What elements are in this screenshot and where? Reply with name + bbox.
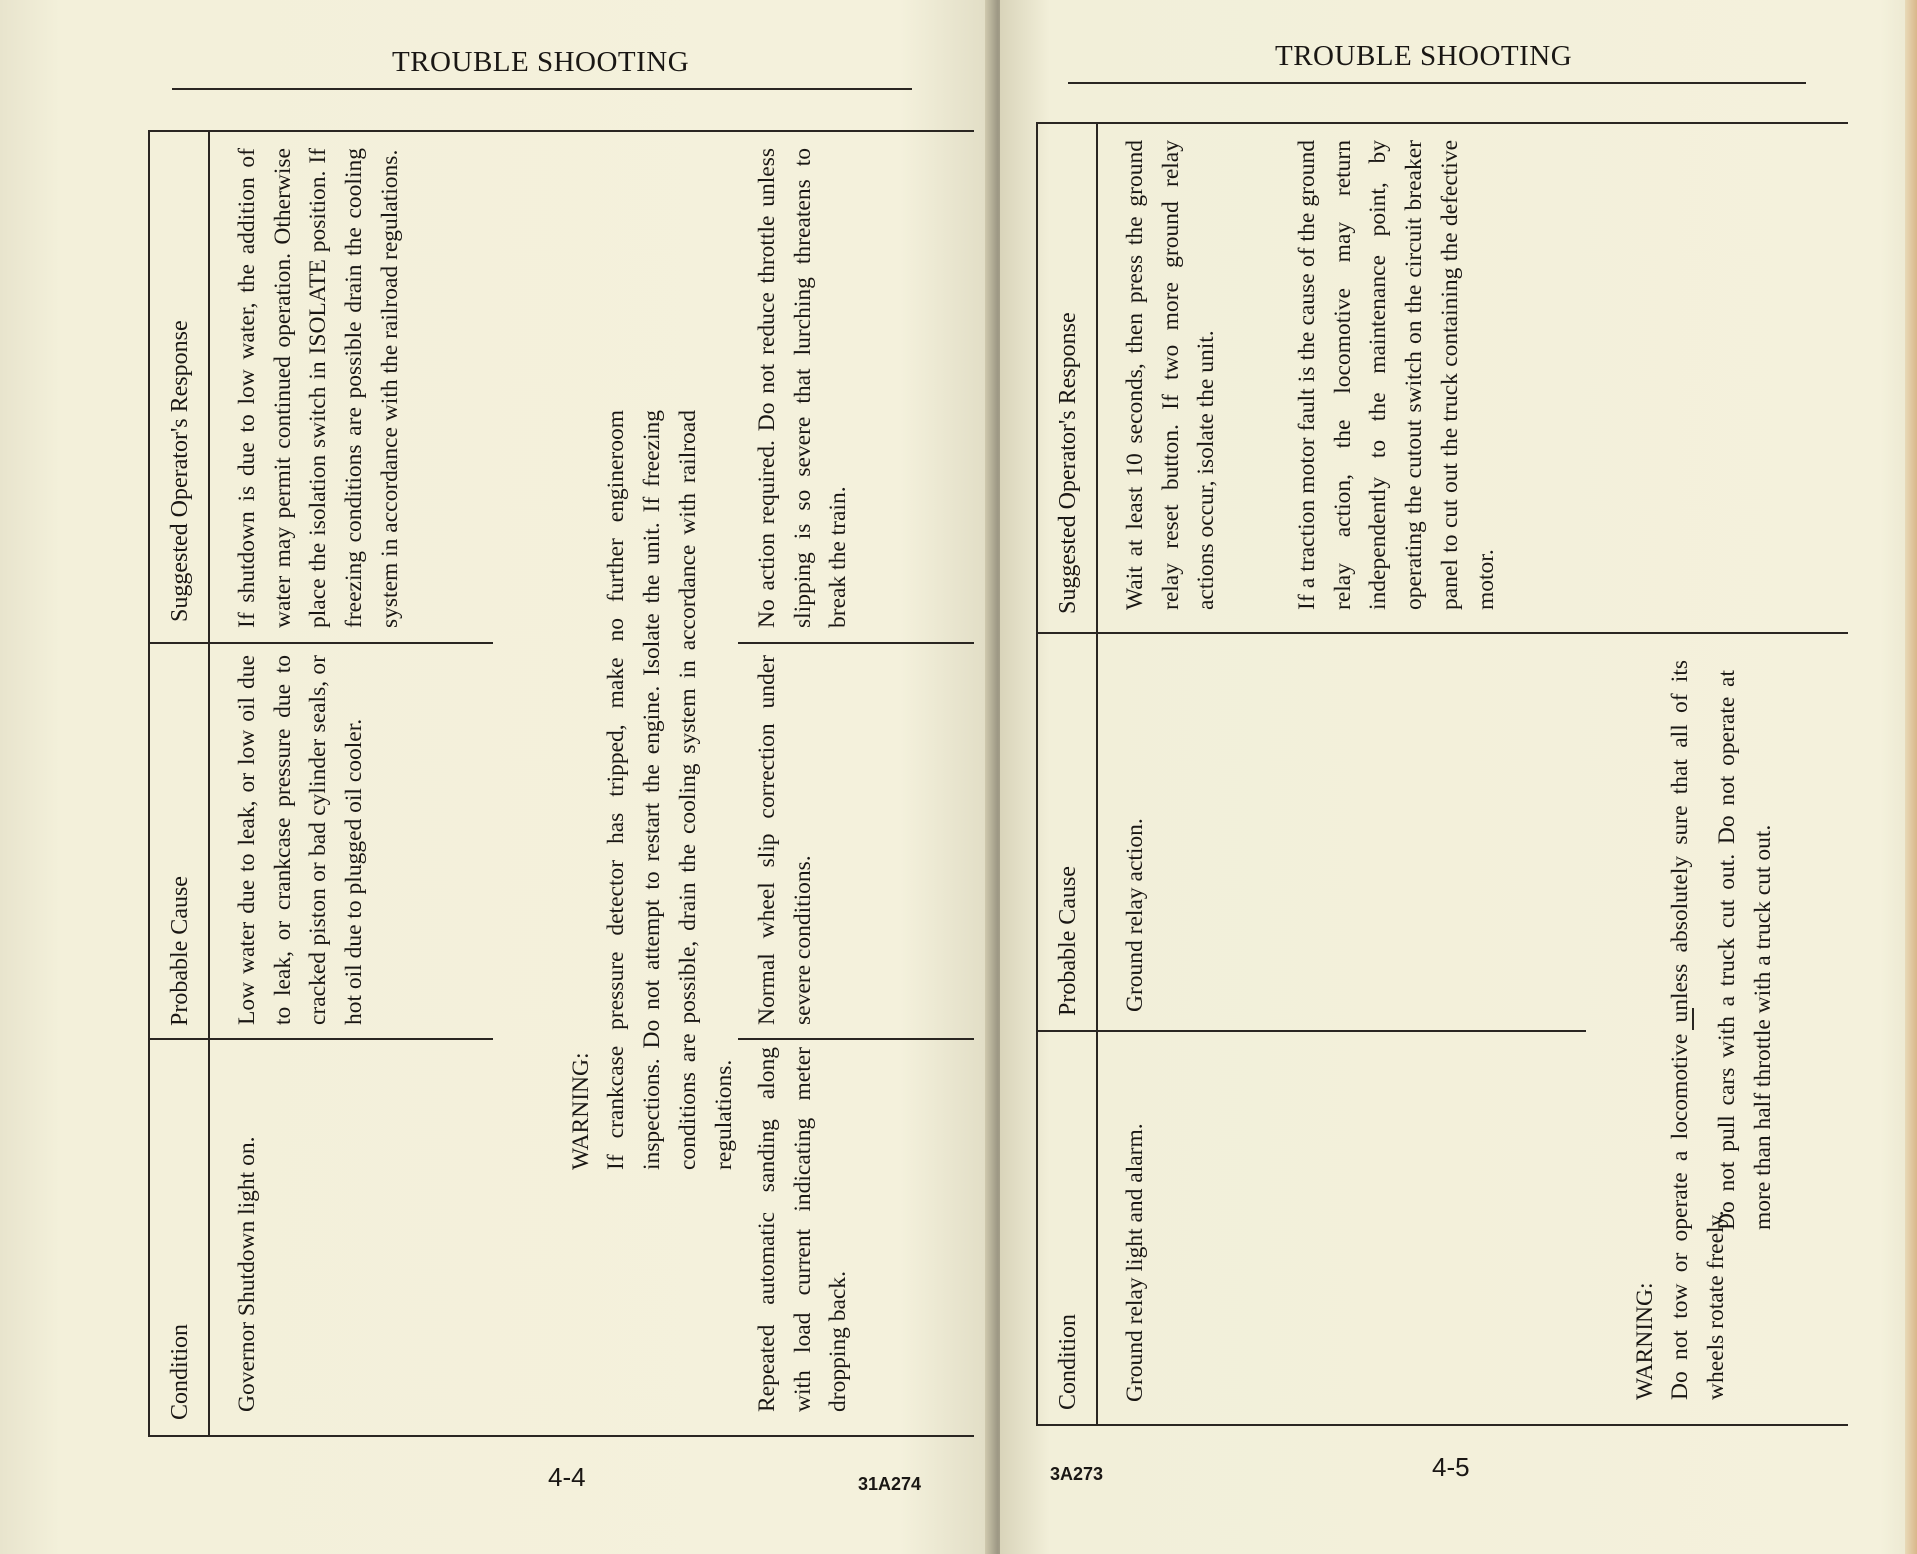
row1-condition: Ground relay light and alarm. <box>1122 1123 1148 1402</box>
column-line-1 <box>148 1038 493 1040</box>
warning-label: WARNING: <box>1631 1282 1658 1400</box>
table-left-line <box>1036 122 1038 1426</box>
page-header: TROUBLE SHOOTING <box>392 46 690 78</box>
warning-text-1: Do not tow or operate a locomotive unless absolutely sure that all of its wheels rotate freely. <box>1667 660 1730 1400</box>
warning-block <box>528 410 742 1170</box>
page-header: TROUBLE SHOOTING <box>1275 40 1573 72</box>
page-edge <box>1905 0 1917 1554</box>
table-left-line <box>148 130 150 1436</box>
table-top-line <box>148 130 974 132</box>
row1-cause: Low water due to leak, or low oil due to leak, or crankcase pressure due to cracked piston or bad cylinder seals, or hot oil due to plugged oil cooler. <box>234 655 368 1025</box>
page-number: 4-5 <box>1432 1452 1470 1482</box>
column-line-1b <box>738 1038 974 1040</box>
row1-condition: Governor Shutdown light on. <box>234 1136 260 1412</box>
header-rule <box>172 88 912 90</box>
row1-response-2: If a traction motor fault is the cause of the ground relay action, the locomotive may return independently to the maintenance point, by operating the cutout switch on the circuit breaker panel to cut out the truck containing the defective motor. <box>1294 140 1499 610</box>
column-line-2b <box>738 642 974 644</box>
table-bottom-line <box>148 1435 974 1437</box>
header-separator-line <box>208 130 210 1436</box>
row2-condition: Repeated automatic sanding along with load current indicating meter dropping back. <box>754 1047 852 1412</box>
row1-cause: Ground relay action. <box>1122 818 1148 1012</box>
row2-cause: Normal wheel slip correction under severe conditions. <box>754 655 816 1025</box>
header-separator-line <box>1096 122 1098 1426</box>
column-header-condition: Condition <box>167 1323 193 1420</box>
row1-response-1: Wait at least 10 seconds, then press the ground relay reset button. If two more ground relay actions occur, isolate the unit. <box>1122 140 1220 610</box>
warning-text-2: Do not pull cars with a truck cut out. Do not operate at more than half throttle with a truck cut out. <box>1714 670 1776 1230</box>
column-header-response: Suggested Operator's Response <box>167 320 193 622</box>
warning-label: WARNING: <box>567 1052 594 1170</box>
document-code: 3A273 <box>1050 1464 1104 1484</box>
column-header-response: Suggested Operator's Response <box>1055 312 1081 614</box>
table-bottom-line <box>1036 1424 1848 1426</box>
table-top-line <box>1036 122 1848 124</box>
row1-response: If shutdown is due to low water, the addition of water may permit continued operation. Otherwise place the isolation switch in ISOLATE position. If freezing conditions are possible drain the cooling system in accordance with the railroad regulations. <box>234 148 403 628</box>
column-header-cause: Probable Cause <box>1055 866 1081 1016</box>
warning-text: If crankcase pressure detector has tripped, make no further engineroom inspections. Do not attempt to restart the engine. Isolate the unit. If freezing conditions are possible, drain the cooling system in accordance with railroad regulations. <box>603 410 737 1170</box>
column-line-1 <box>1036 1030 1586 1032</box>
right-page <box>1000 0 1917 1554</box>
row2-response: No action required. Do not reduce throttle unless slipping is so severe that lurching threatens to break the train. <box>754 148 852 628</box>
header-rule <box>1068 82 1806 84</box>
column-line-2 <box>148 642 493 644</box>
document-code: 31A274 <box>858 1474 922 1494</box>
column-line-2 <box>1036 632 1848 634</box>
column-header-cause: Probable Cause <box>167 876 193 1026</box>
page-number: 4-4 <box>548 1462 586 1492</box>
column-header-condition: Condition <box>1055 1313 1081 1410</box>
